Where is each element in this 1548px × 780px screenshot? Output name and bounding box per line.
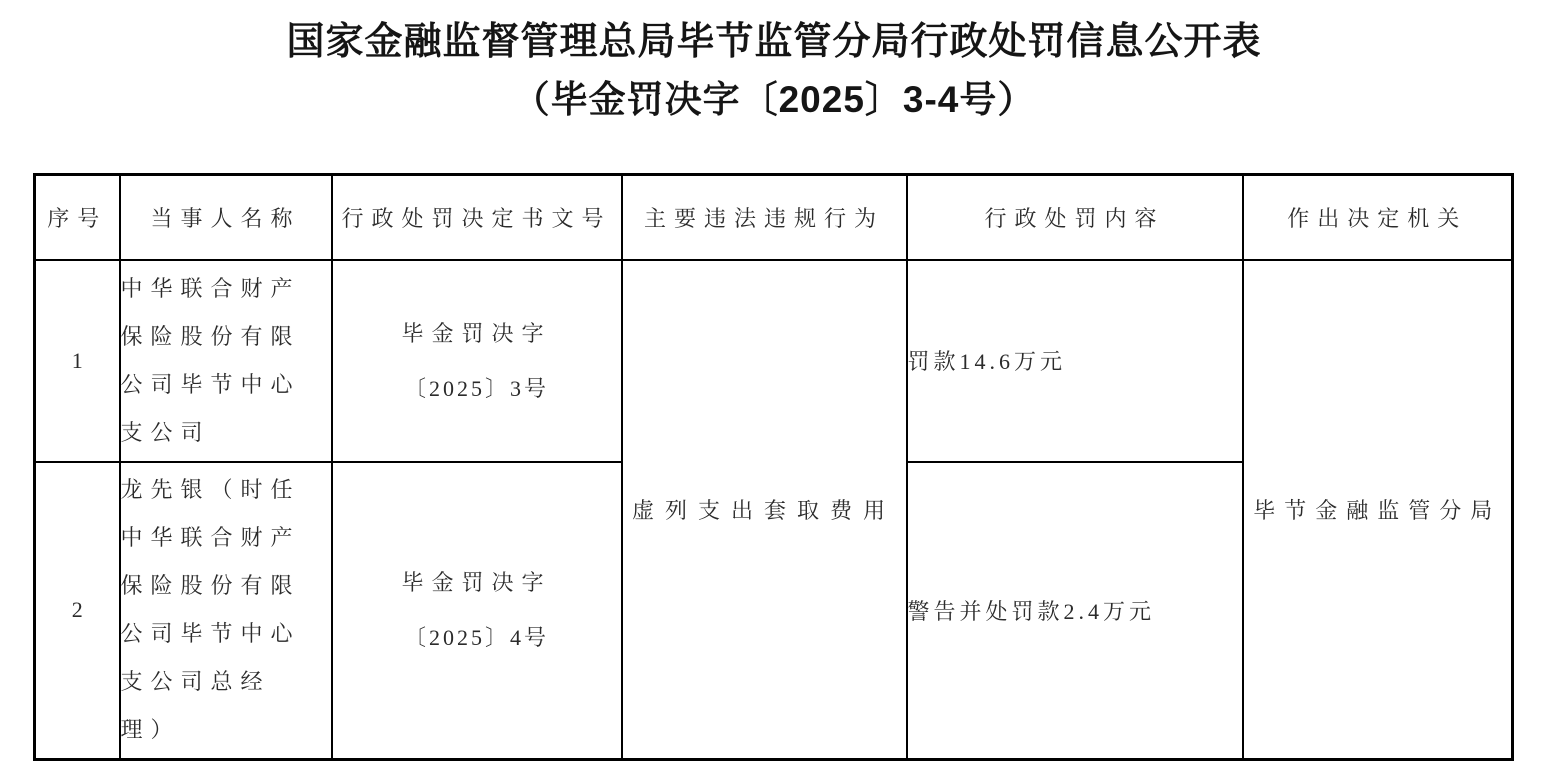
document-header xyxy=(0,16,1548,126)
merged-authority-cell: 毕节金融监管分局 xyxy=(1243,260,1513,760)
row-1-serial: 1 xyxy=(35,260,120,462)
row-1-party-name xyxy=(120,260,332,462)
party-name-line: 支公司总经 xyxy=(120,669,271,695)
party-name-line: 保险股份有限 xyxy=(120,323,301,349)
party-name-line: 保险股份有限 xyxy=(120,573,301,599)
row-1-penalty-content: 罚款14.6万元 xyxy=(907,260,1243,462)
merged-violation-cell: 虚列支出套取费用 xyxy=(622,260,907,760)
doc-number-line: 〔2025〕4号 xyxy=(403,625,549,651)
row-2-serial: 2 xyxy=(35,462,120,760)
row-2-decision-doc-number xyxy=(332,462,622,760)
doc-number-line: 〔2025〕3号 xyxy=(403,375,549,401)
party-name-line: 支公司 xyxy=(120,419,211,445)
document-title: 国家金融监督管理总局毕节监管分局行政处罚信息公开表 xyxy=(286,21,1262,63)
table-header-row xyxy=(35,175,1513,260)
document-subtitle: （毕金罚决字〔2025〕3-4号） xyxy=(512,79,1036,120)
row-1-decision-doc-number xyxy=(332,260,622,462)
row-2-party-name xyxy=(120,462,332,760)
doc-number-line: 毕金罚决字 xyxy=(401,570,552,596)
penalty-table xyxy=(33,173,1514,761)
header-party-name: 当事人名称 xyxy=(120,175,332,260)
party-name-line: 中华联合财产 xyxy=(120,275,301,301)
party-name-line: 公司毕节中心 xyxy=(120,621,301,647)
doc-number-line: 毕金罚决字 xyxy=(401,320,552,346)
party-name-line: 理） xyxy=(120,717,181,743)
header-penalty-content: 行政处罚内容 xyxy=(907,175,1243,260)
table-row-1 xyxy=(35,260,1513,462)
header-decision-doc-number: 行政处罚决定书文号 xyxy=(332,175,622,260)
header-violation: 主要违法违规行为 xyxy=(622,175,907,260)
header-serial: 序号 xyxy=(35,175,120,260)
party-name-line: 公司毕节中心 xyxy=(120,371,301,397)
party-name-line: 中华联合财产 xyxy=(120,525,301,551)
row-2-penalty-content: 警告并处罚款2.4万元 xyxy=(907,462,1243,760)
header-deciding-authority: 作出决定机关 xyxy=(1243,175,1513,260)
party-name-line: 龙先银（时任 xyxy=(120,477,301,503)
